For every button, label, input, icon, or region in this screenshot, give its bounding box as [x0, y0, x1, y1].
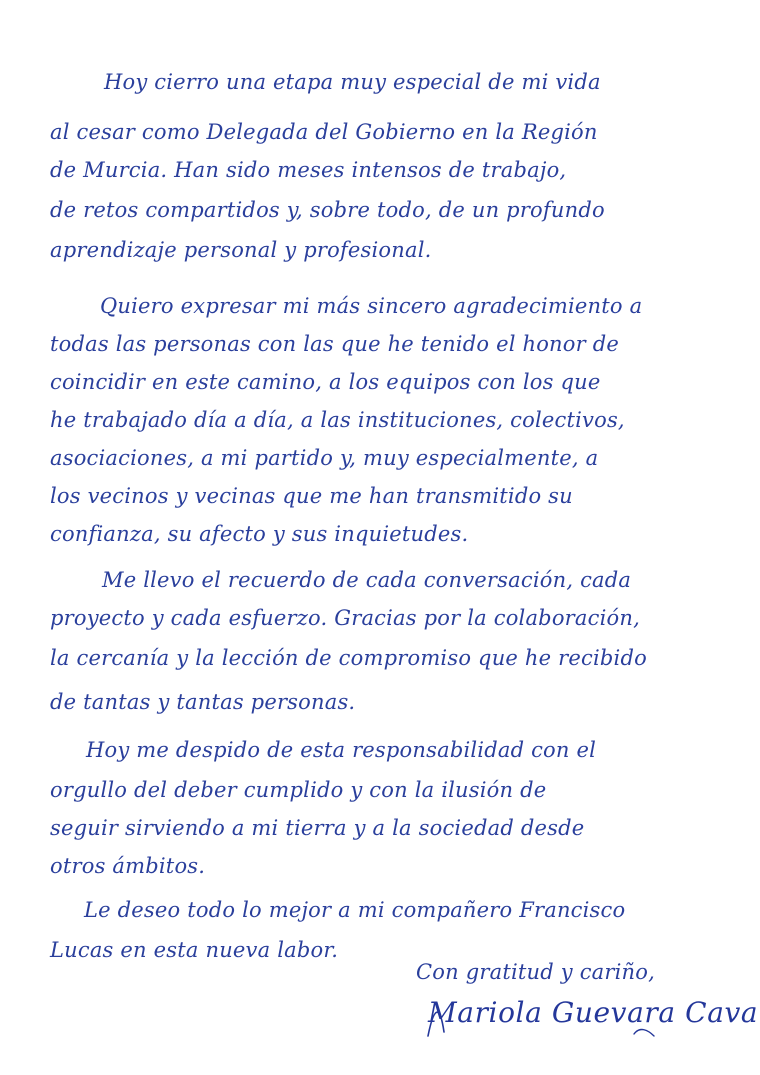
letter-line: orgullo del deber cumplido y con la ilusión de [50, 778, 547, 802]
letter-line: aprendizaje personal y profesional. [50, 238, 432, 262]
letter-line: al cesar como Delegada del Gobierno en la Región [50, 120, 598, 144]
letter-line: todas las personas con las que he tenido el honor de [50, 332, 620, 356]
letter-line: los vecinos y vecinas que me han transmitido su [50, 484, 573, 508]
letter-line: Hoy me despido de esta responsabilidad con el [86, 738, 597, 762]
signature-text: Mariola Guevara Cava [428, 996, 759, 1029]
letter-line: seguir sirviendo a mi tierra y a la sociedad desde [50, 816, 585, 840]
letter-line: asociaciones, a mi partido y, muy especialmente, a [50, 446, 599, 470]
signature [428, 996, 759, 1046]
letter-line: de tantas y tantas personas. [50, 690, 356, 714]
letter-line: Hoy cierro una etapa muy especial de mi vida [104, 70, 601, 94]
letter-line: de Murcia. Han sido meses intensos de trabajo, [50, 158, 567, 182]
letter-line: Lucas en esta nueva labor. [50, 938, 339, 962]
letter-line: Me llevo el recuerdo de cada conversación, cada [102, 568, 632, 592]
letter-line: de retos compartidos y, sobre todo, de un profundo [50, 198, 605, 222]
letter-line: coincidir en este camino, a los equipos con los que [50, 370, 601, 394]
letter-line: he trabajado día a día, a las instituciones, colectivos, [50, 408, 625, 432]
letter-line: Le deseo todo lo mejor a mi compañero Francisco [84, 898, 626, 922]
signature-flourish-icon [422, 996, 759, 1046]
letter-line: otros ámbitos. [50, 854, 206, 878]
letter-line: la cercanía y la lección de compromiso que he recibido [50, 646, 647, 670]
letter-line: confianza, su afecto y sus inquietudes. [50, 522, 469, 546]
letter-closing: Con gratitud y cariño, [416, 960, 655, 984]
letter-line: Quiero expresar mi más sincero agradecimiento a [100, 294, 643, 318]
letter-line: proyecto y cada esfuerzo. Gracias por la colaboración, [50, 606, 640, 630]
